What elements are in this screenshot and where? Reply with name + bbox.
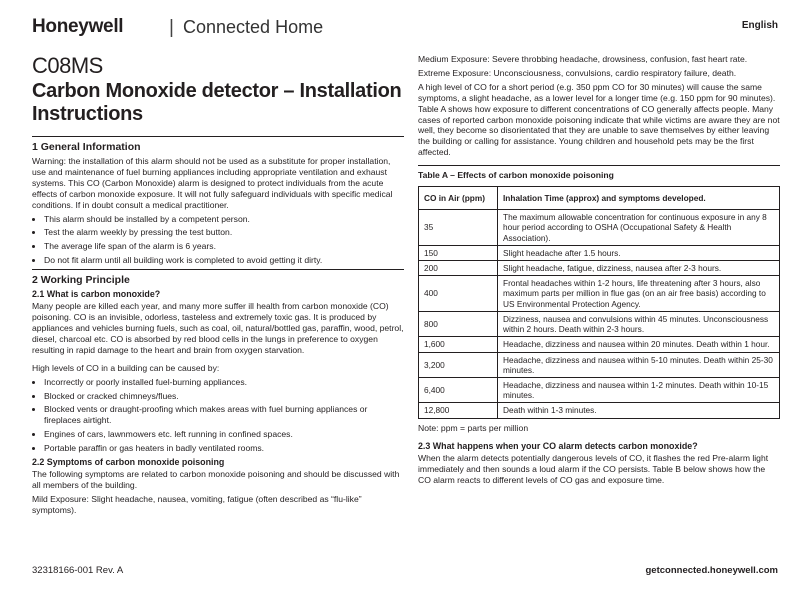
symptom-cell: The maximum allowable concentration for continuous exposure in any 8 hour period according to OSHA (Occupational Safety & Health Association). [498, 210, 780, 246]
ppm-cell: 6,400 [419, 377, 498, 402]
table-header-row [419, 187, 780, 210]
table-row [419, 245, 780, 260]
language-label: English [741, 20, 778, 31]
general-warning-text: Warning: the installation of this alarm should not be used as a substitute for proper installation, use and maintenance of fuel burning appliances including appropriate ventilation and exhaust systems. This CO (Carbon Monoxide) alarm is designed to protect individuals from the acute effects of carbon monoxide exposure. It will not fully safeguard individuals with specific medical conditions. If in doubt consult a medical practitioner. [32, 156, 393, 210]
general-bullets [32, 214, 404, 267]
table-row [419, 352, 780, 377]
table-row [419, 311, 780, 336]
causes-intro-text: High levels of CO in a building can be caused by: [32, 362, 220, 373]
subheading-what-is-co: 2.1 What is carbon monoxide? [32, 289, 161, 300]
mild-exposure-text: Mild Exposure: Slight headache, nausea, vomiting, fatigue (often described as “flu-like” symptoms). [32, 493, 362, 515]
table-row [419, 337, 780, 352]
symptom-cell: Slight headache, fatigue, dizziness, nausea after 2-3 hours. [498, 261, 780, 276]
symptom-cell: Death within 1-3 minutes. [498, 403, 780, 418]
brand-subtitle: Connected Home [183, 17, 324, 37]
table-row [419, 276, 780, 312]
brand-logo: Honeywell [32, 16, 124, 37]
section-heading-working-principle: 2 Working Principle [32, 274, 130, 287]
symptom-cell: Headache, dizziness and nausea within 5-10 minutes. Death within 25-30 minutes. [498, 352, 780, 377]
brand-separator: | [169, 17, 174, 38]
table-row [419, 403, 780, 418]
right-column [418, 54, 780, 489]
column-header-symptoms: Inhalation Time (approx) and symptoms developed. [498, 187, 780, 210]
website-link[interactable]: getconnected.honeywell.com [645, 565, 778, 576]
ppm-cell: 3,200 [419, 352, 498, 377]
co-description-text: Many people are killed each year, and many more suffer ill health from carbon monoxide (CO) poisoning. CO is an invisible, odorless, tasteless and extremely toxic gas. It is produced by appliances and vehicles burning fuels, such as coal, oil, natural/bottled gas, paraffin, wood, petrol, diesel, charcoal etc. CO is absorbed by red blood cells in the lungs in preference to oxygen resulting in rapid damage to the heart and brain from oxygen starvation. [32, 301, 404, 355]
list-item: • Blocked vents or draught-proofing which makes areas with fuel burning appliances or fireplaces airtight. [44, 404, 404, 426]
subheading-symptoms: 2.2 Symptoms of carbon monoxide poisoning [32, 457, 225, 468]
ppm-cell: 800 [419, 311, 498, 336]
list-item: • The average life span of the alarm is 6 years. [44, 241, 404, 252]
table-row [419, 210, 780, 246]
list-item: • Do not fit alarm until all building work is completed to avoid getting it dirty. [44, 255, 404, 266]
table-row [419, 377, 780, 402]
ppm-cell: 1,600 [419, 337, 498, 352]
symptoms-intro-text: The following symptoms are related to carbon monoxide poisoning and should be discussed with all members of the building. [32, 469, 400, 490]
section-divider [32, 269, 404, 270]
table-row [419, 261, 780, 276]
list-item: • Portable paraffin or gas heaters in badly ventilated rooms. [44, 443, 404, 454]
doc-code: C08MS [32, 53, 103, 78]
co-effects-table [418, 186, 780, 418]
ppm-cell: 12,800 [419, 403, 498, 418]
medium-exposure-text: Medium Exposure: Severe throbbing headache, drowsiness, confusion, fast heart rate. [418, 54, 748, 64]
list-item: • Test the alarm weekly by pressing the test button. [44, 227, 404, 238]
section-heading-general: 1 General Information [32, 141, 141, 153]
table-a-title: Table A – Effects of carbon monoxide poisoning [418, 165, 780, 181]
document-revision: 32318166-001 Rev. A [32, 565, 124, 576]
list-item: • Incorrectly or poorly installed fuel-burning appliances. [44, 377, 404, 388]
list-item: • Blocked or cracked chimneys/flues. [44, 391, 404, 402]
list-item: • This alarm should be installed by a competent person. [44, 214, 404, 225]
symptom-cell: Dizziness, nausea and convulsions within 45 minutes. Unconsciousness within 2 hours. Death within 2-3 hours. [498, 311, 780, 336]
exposure-levels-text: A high level of CO for a short period (e.g. 350 ppm CO for 30 minutes) will cause the same symptoms, a slight headache, as a lower level for a longer time (e.g. 150 ppm for 90 minutes). Table A shows how exposure to different concentrations of CO generally affects people. Many cases of reported carbon monoxide poisoning indicate that while victims are aware they are not well, they become so disorientated that they are unable to save themselves by either leaving the building or calling for assistance. Young children and household pets may be the first affected. [418, 81, 780, 158]
causes-list [32, 377, 404, 454]
ppm-cell: 200 [419, 261, 498, 276]
alarm-detects-text: When the alarm detects potentially dangerous levels of CO, it flashes the red Pre-alarm light immediately and then sounds a loud alarm if the CO persists. Table B below shows how the CO alarm reacts to different levels of CO gas and exposure time. [418, 453, 769, 486]
list-item: • Engines of cars, lawnmowers etc. left running in confined spaces. [44, 429, 404, 440]
subheading-alarm-detects: 2.3 What happens when your CO alarm detects carbon monoxide? [418, 441, 698, 452]
symptom-cell: Slight headache after 1.5 hours. [498, 245, 780, 260]
extreme-exposure-text: Extreme Exposure: Unconsciousness, convulsions, cardio respiratory failure, death. [418, 67, 737, 78]
doc-title: Carbon Monoxide detector – Installation Instructions [32, 80, 402, 125]
ppm-cell: 35 [419, 210, 498, 246]
page-header [32, 16, 778, 42]
left-column [32, 54, 404, 519]
section-divider [32, 136, 404, 137]
symptom-cell: Frontal headaches within 1-2 hours, life threatening after 3 hours, also maximum parts per million in flue gas (on an air free basis) according to US Environmental Protection Agency. [498, 276, 780, 312]
ppm-cell: 150 [419, 245, 498, 260]
ppm-cell: 400 [419, 276, 498, 312]
symptom-cell: Headache, dizziness and nausea within 1-2 minutes. Death within 10-15 minutes. [498, 377, 780, 402]
symptom-cell: Headache, dizziness and nausea within 20 minutes. Death within 1 hour. [498, 337, 780, 352]
table-note: Note: ppm = parts per million [418, 422, 529, 433]
column-header-ppm: CO in Air (ppm) [419, 187, 498, 210]
